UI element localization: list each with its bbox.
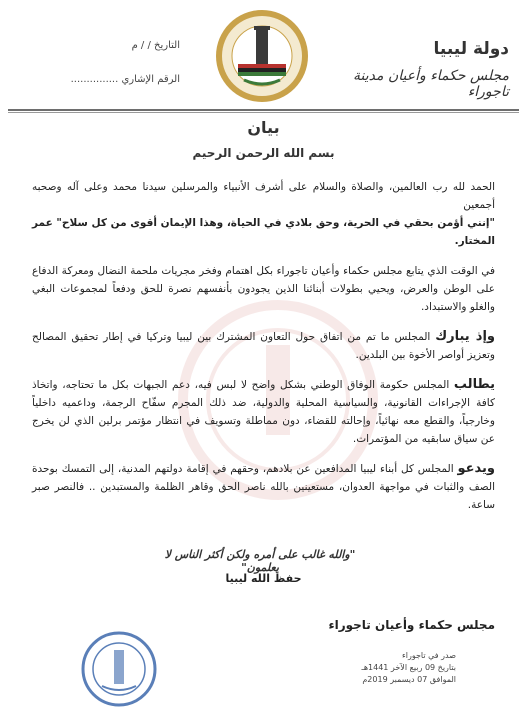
paragraph-5-text: المجلس كل أبناء ليبيا المدافعين عن بلادهم، وحقهم في إقامة دولتهم المدنية، إلى التمسك بوحدة الصف والثبات في مواجهة العدوان، مستعينين بالله ناصر الحق وقاهر الظلمة والمستبدين .. فالنصر صبر ساعة. bbox=[32, 463, 495, 511]
signature-council: مجلس حكماء وأعيان تاجوراء bbox=[328, 618, 495, 632]
statement-body bbox=[32, 178, 495, 526]
paragraph-4-text: المجلس حكومة الوفاق الوطني بشكل واضح لا لبس فيه، دعم الجبهات بكل ما تحتاجه، واتخاذ كافة الإجراءات القانونية، والسياسية المحلية والدولية، ضد ذلك المجرم سفّاح الرجمة، وداعميه داخلياً وخارجياً، والقطع معه نهائياً، وإحالته للقضاء، دون مماطلة وتسويف في انتظار مؤتمر برلين الذي لن يخرج عن سياق سابقيه من المؤتمرات. bbox=[32, 379, 495, 445]
official-stamp bbox=[80, 630, 158, 708]
issue-gregorian-date: الموافق 07 ديسمبر 2019م bbox=[362, 675, 456, 684]
paragraph-opening bbox=[32, 178, 495, 250]
paragraph-4-lead: يطالب bbox=[453, 377, 495, 392]
statement-title: بيان bbox=[247, 118, 280, 137]
paragraph-3-lead: وإذ يبارك bbox=[435, 329, 495, 344]
council-name: مجلس حكماء وأعيان مدينة تاجوراء bbox=[353, 68, 509, 100]
paragraph-5-lead: ويدعو bbox=[457, 461, 495, 476]
state-name: دولة ليبيا bbox=[433, 39, 509, 59]
paragraph-4 bbox=[32, 376, 495, 448]
paragraph-3-text: المجلس ما تم من اتفاق حول التعاون المشترك بين ليبيا وتركيا في إطار تحقيق المصالح وتعزيز أواصر الأخوة بين البلدين. bbox=[32, 331, 495, 361]
paragraph-5 bbox=[32, 460, 495, 514]
header-rule-thin bbox=[8, 112, 519, 113]
quranic-verse: "والله غالب على أمره ولكن أكثر الناس لا يعلمون" bbox=[164, 548, 356, 574]
mukhtar-quote: "إنني أؤمن بحقي في الحرية، وحق بلادي في الحياة، وهذا الإيمان أقوى من كل سلاح" عمر المختار. bbox=[32, 217, 495, 247]
issue-hijri-date: بتاريخ 09 ربيع الآخر 1441هـ bbox=[361, 663, 456, 672]
issue-info bbox=[326, 650, 456, 686]
reference-number-label: الرقم الإشاري ............... bbox=[70, 74, 180, 85]
issue-place: صدر في تاجوراء bbox=[401, 651, 456, 660]
opening-praise: الحمد لله رب العالمين، والصلاة والسلام على أشرف الأنبياء والمرسلين سيدنا محمد وعلى آله وصحبه أجمعين bbox=[32, 181, 495, 211]
header-rule bbox=[8, 109, 519, 111]
basmala: بسم الله الرحمن الرحيم bbox=[192, 146, 335, 160]
paragraph-2: في الوقت الذي يتابع مجلس حكماء وأعيان تاجوراء بكل اهتمام وفخر مجريات ملحمة النضال ومعركة الدفاع على الوطن والعرض، ويحيي بطولات أبنائنا الذين يجودون بأنفسهم نصرة للحق ودفعاً لمجموعات البغي والغلو والاستبداد. bbox=[32, 265, 495, 313]
council-logo bbox=[214, 8, 310, 104]
date-label: التاريخ / / م bbox=[131, 40, 180, 51]
closing-line: حفظ الله ليبيا bbox=[225, 572, 302, 585]
paragraph-3 bbox=[32, 328, 495, 364]
header-left bbox=[30, 40, 180, 85]
header-right bbox=[329, 38, 509, 100]
